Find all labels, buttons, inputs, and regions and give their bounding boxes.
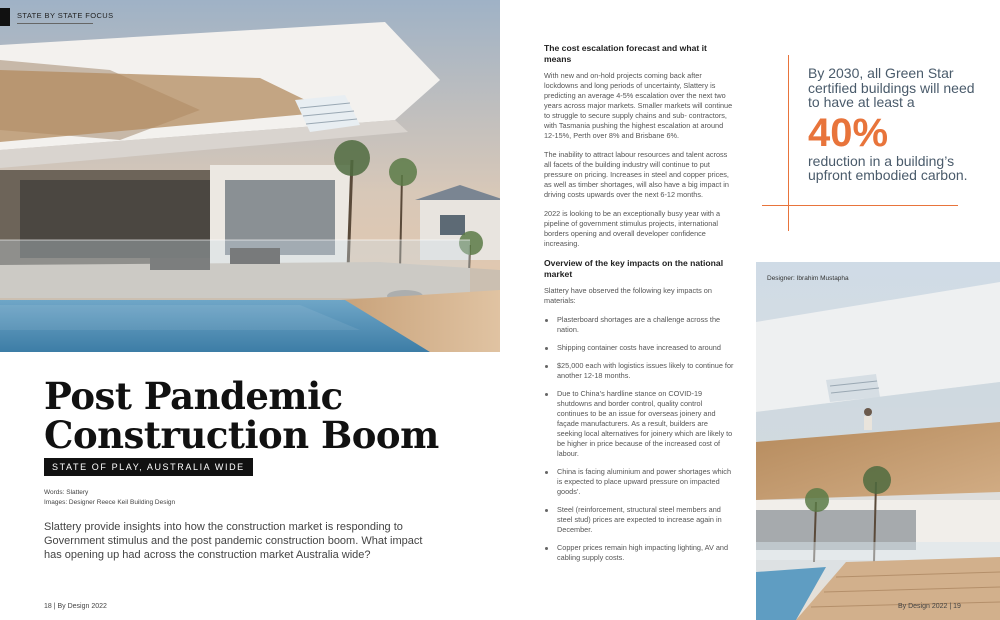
footer-right: By Design 2022 | 19 (898, 603, 961, 610)
list-item: Due to China’s hardline stance on COVID-19 shutdowns and border control, quality control continues to be an issue for overseas joinery and façade manufacturers. As a result, builders are seeking local alternatives for joinery which are likely to be higher in price because of the increased cost of labour. (544, 389, 734, 459)
footer-left: 18 | By Design 2022 (44, 603, 107, 610)
paragraph: With new and on-hold projects coming back after lockdowns and long periods of uncertainty, Slattery is predicting an average 4-5% escalation over the next two years across major markets. Smaller markets will continue to struggle to secure supply chains and sub- contractors, with Tasmania pushing the highest escalation at around 12-15%, Perth over 8% and Brisbane 6%. (544, 71, 733, 140)
page-title (44, 374, 464, 457)
heading-cost-escalation: The cost escalation forecast and what it means (544, 43, 707, 64)
credit-images: Images: Designer Reece Keil Building Design (44, 499, 176, 506)
quote-big-value: 40% (808, 110, 889, 155)
list-item: Copper prices remain high impacting lighting, AV and cabling supply costs. (544, 543, 734, 563)
section-tab (0, 8, 10, 26)
paragraph: The inability to attract labour resources and talent across all facets of the building industry will continue to put pressure on pricing. Increases in steel and copper prices, as well as timber shortages, will also have a big impact in driving costs upwards over the next 6-12 months. (544, 150, 729, 199)
pull-quote (808, 66, 978, 183)
designer-credit: Designer: Ibrahim Mustapha (767, 275, 849, 282)
title-line-1: Post Pandemic (44, 374, 343, 418)
credit-words: Words: Slattery (44, 489, 89, 496)
quote-horizontal-rule (762, 205, 958, 206)
quote-text-tail: reduction in a building’s upfront embodied carbon. (808, 152, 968, 183)
title-line-2: Construction Boom (44, 413, 439, 457)
hero-house-photo (0, 0, 500, 352)
list-item: $25,000 each with logistics issues likely to continue for another 12-18 months. (544, 361, 734, 381)
article-column (544, 43, 734, 571)
house-photo-2 (756, 262, 1000, 620)
heading-key-impacts: Overview of the key impacts on the national market (544, 258, 724, 279)
list-item: Steel (reinforcement, structural steel members and steel stud) prices are expected to increase again in December. (544, 505, 734, 535)
quote-text-lead: By 2030, all Green Star certified buildings will need to have at least a (808, 65, 975, 110)
impacts-list (544, 315, 734, 563)
list-item: Shipping container costs have increased to around (544, 343, 734, 353)
paragraph: Slattery have observed the following key impacts on materials: (544, 286, 712, 305)
intro-paragraph: Slattery provide insights into how the construction market is responding to Government stimulus and the post pandemic construction boom. What impact has opening up had across the construction market Australia wide? (44, 521, 423, 561)
list-item: Plasterboard shortages are a challenge across the nation. (544, 315, 734, 335)
paragraph: 2022 is looking to be an exceptionally busy year with a pipeline of government stimulus projects, international borders opening and overall developer confidence increasing. (544, 209, 721, 248)
section-rule (17, 23, 93, 24)
section-label: STATE BY STATE FOCUS (17, 11, 114, 20)
subtitle-bar: STATE OF PLAY, AUSTRALIA WIDE (44, 458, 253, 476)
list-item: China is facing aluminium and power shortages which is expected to place upward pressure on impacted goods’. (544, 467, 734, 497)
